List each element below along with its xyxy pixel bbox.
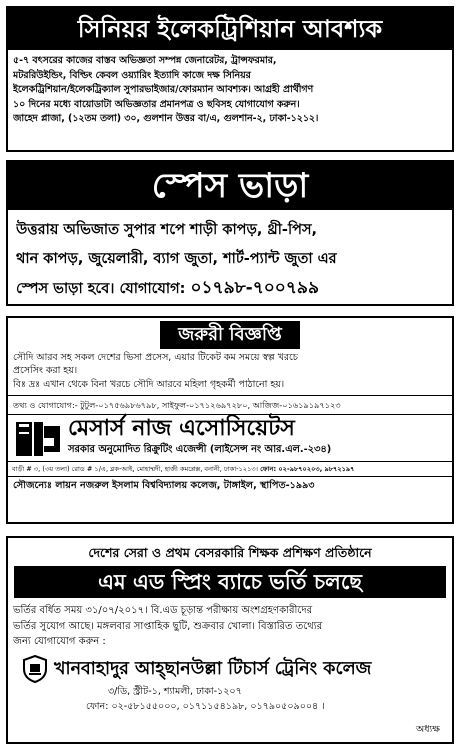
ad4-title: এম এড স্প্রিং ব্যাচে ভর্তি চলছে [14, 566, 446, 598]
ad4-line: ভর্তির সুযোগ আছে। মঙ্গলবার সাপ্তাহিক ছুটি, শুক্রবার খোলা। বিস্তারিত তথ্যের [13, 620, 323, 632]
ad-space-rent [6, 160, 454, 306]
ad4-body [8, 598, 452, 650]
ad4-signature: অধ্যক্ষ [415, 724, 440, 735]
ad3-contacts: তথ্য ও যোগাযোগ:- টুটুল-০১৭৫৬৯৮৬৭৯৮, সাইফুল-০১৭১২৬৯৭২৮০, আজিজ-০১৬১৯১৯৭১২৩ [13, 400, 341, 411]
ad4-address: ৩/ডি, স্ট্রীট-১, শ্যামলী, ঢাকা-১২০৭ [108, 685, 242, 697]
ad1-line: জাহেদ প্লাজা, (১২তম তলা) ৩০, গুলশান উত্তর বা/এ, গুলশান-২, ঢাকা-১২১২। [13, 113, 319, 125]
ad3-phone: ফোন: ০২-৯৮৭০২০৩, ৯৮৭২১৯৭ [260, 465, 355, 474]
ad-electrician-wanted [6, 6, 454, 152]
ad2-last-line: স্পেস ভাড়া হবে। [16, 281, 115, 297]
ad4-line: জন্য যোগাযোগ করুন : [13, 636, 106, 647]
ad1-line: মটররিউইন্ডিং, বিল্ডিং কেবল ওয়্যারিং ইত্যাদি কাজে দক্ষ সিনিয়র [13, 69, 251, 81]
ad2-contact-line [16, 274, 444, 304]
ad3-agency-sub: সরকার অনুমোদিত রিক্রুটিং এজেন্সী (লাইসেন্স নং আর.এল.-২৩৪) [68, 444, 332, 456]
ad1-body [8, 50, 452, 127]
college-crest-icon [22, 655, 48, 683]
ad4-college-name: খানবাহাদুর আহ্ছানউল্লা টিচার্স ট্রেনিং কলেজ [54, 658, 372, 679]
ad-urgent-notice [6, 316, 454, 524]
ad3-line: প্রসেসিং করা হয়। [13, 365, 78, 377]
ad4-line: ভর্তির বর্ধিত সময় ৩১/০৭/২০১৭। বি.এড চূড়ান্ত পরীক্ষায় অংশগ্রহণকারীদের [13, 605, 313, 616]
ad3-agency-name: মেসার্স নাজ এসোসিয়েটস [68, 416, 295, 442]
ad1-title: সিনিয়র ইলেকট্রিশিয়ান আবশ্যক [8, 8, 452, 50]
ad3-title: জরুরী বিজ্ঞপ্তি [160, 321, 300, 349]
ad1-line: ১০ দিনের মধ্যে বায়োডাটা অভিজ্ঞতার প্রমানপত্র ও ছবিসহ যোগাযোগ করুন। [13, 98, 300, 110]
ad4-college-block [8, 654, 452, 684]
ad3-address: বাড়ী # ৩, (৩য় তলা) রোড # ১/এ, ব্লক-আই, মোহাম্মদী, হাজী কমপ্লেক্স, বনানী, ঢাকা-১২১৩। [12, 465, 258, 474]
ad1-line: ৫-৭ বৎসরের কাজের বাস্তব অভিজ্ঞতা সম্পন্ন জেনারেটর, ট্রান্সফরমার, [13, 55, 277, 66]
ad3-body [8, 351, 452, 391]
ad3-line: সৌদি আরব সহ সকল দেশের ভিসা প্রসেস, এয়ার টিকেট কম সময়ে স্বল্প খরচে [13, 352, 298, 363]
ad2-contact-label: যোগাযোগ: [119, 281, 186, 297]
ad3-courtesy: সৌজন্যেঃ লায়ন নজরুল ইসলাম বিশ্ববিদ্যালয় কলেজ, টাঙ্গাইল, স্থাপিত-১৯৯৩ [13, 480, 315, 492]
ad3-address-line [8, 462, 452, 476]
ad2-body [8, 210, 452, 304]
ad2-line: উত্তরায় অভিজাত সুপার শপে শাড়ী কাপড়, থ্রী-পিস, [16, 222, 318, 238]
ad4-top-line: দেশের সেরা ও প্রথম বেসরকারি শিক্ষক প্রশিক্ষণ প্রতিষ্ঠানে [88, 545, 372, 560]
ad1-line: ইলেকট্রিশিয়ান/ইলেকট্রিক্যাল সুপারভাইজার/ফোরম্যান আবশ্যক। আগ্রহী প্রার্থীগণ [13, 84, 314, 96]
ad-med-admission [6, 536, 454, 744]
ad2-line: থান কাপড়, জুয়েলারী, ব্যাগ জুতা, শার্ট-প্যান্ট জুতা এর [16, 251, 337, 267]
agency-logo-icon [14, 418, 64, 460]
ad2-phone: ০১৭৯৮-৭০০৭৯৯ [190, 278, 319, 298]
ad3-title-wrap [8, 318, 452, 351]
ad3-line: বিঃ দ্রঃ এখান থেকে বিনা খরচে সৌদি আরবে মহিলা গৃহকর্মী পাঠানো হয়। [13, 378, 285, 390]
ad2-title: স্পেস ভাড়া [8, 162, 452, 210]
ad4-phone: ফোন: ০২-৫৮১৫৫০০০, ০১৭১১৫৪১৯৮, ০১৭৯০৫০৯০০৪ । [86, 700, 325, 712]
ad3-agency-block [8, 415, 452, 461]
